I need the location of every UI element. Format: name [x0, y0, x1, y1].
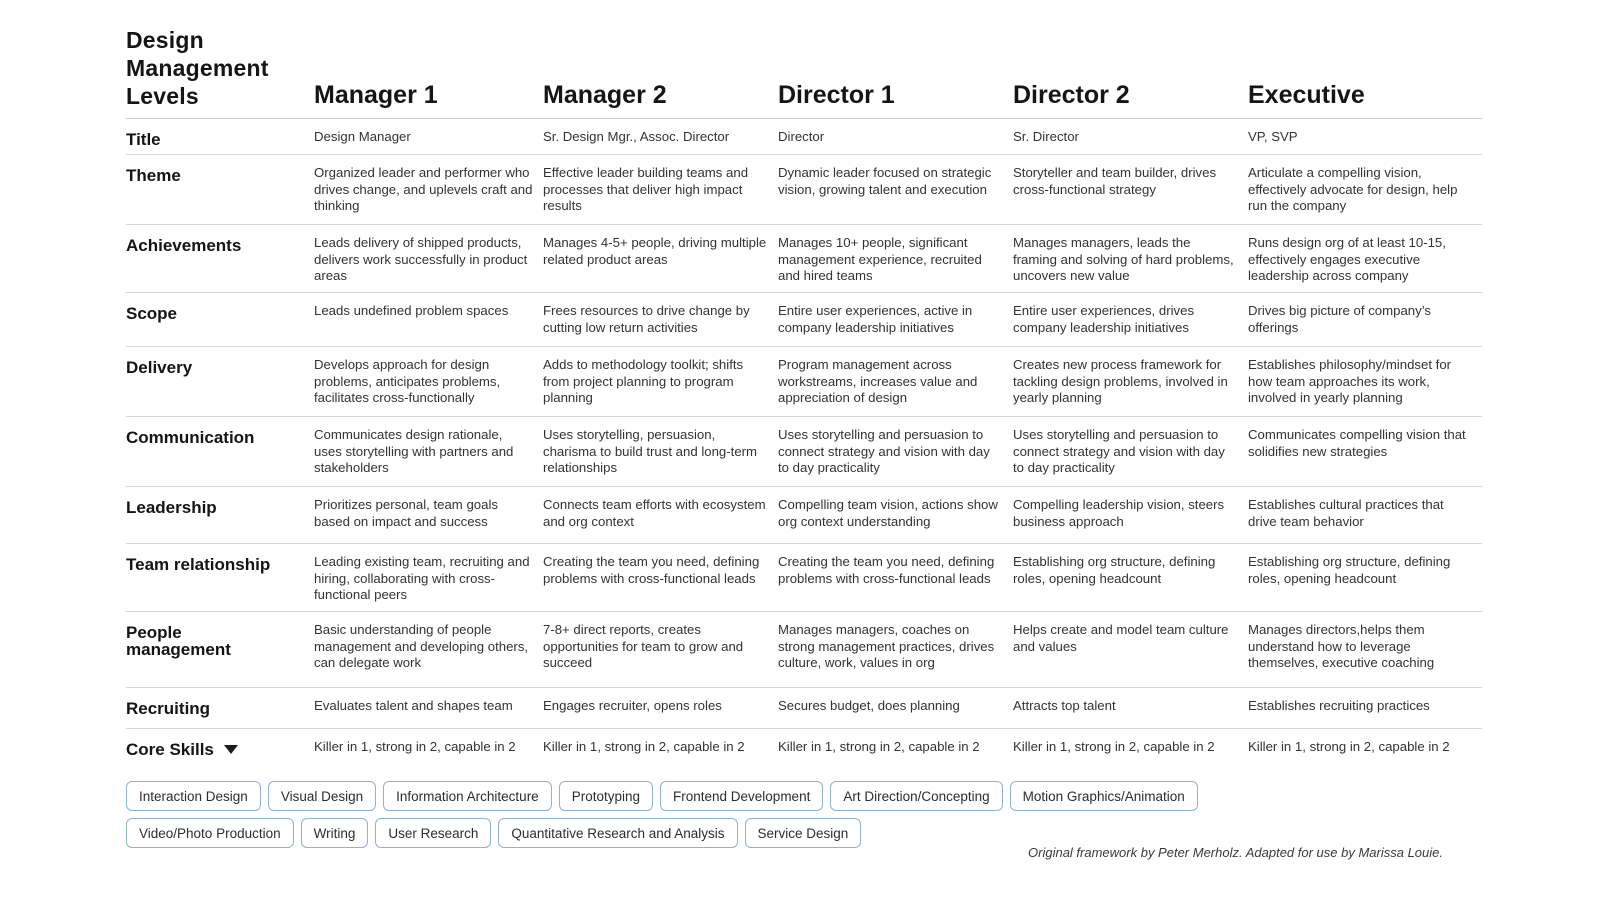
- row-scope: [126, 293, 1482, 347]
- cell: Manages managers, coaches on strong management practices, drives culture, work, values in org: [778, 622, 995, 670]
- cell: Develops approach for design problems, anticipates problems, facilitates cross-functionally: [314, 357, 501, 405]
- cell: Establishes philosophy/mindset for how team approaches its work, involved in yearly planning: [1248, 357, 1452, 405]
- caret-down-icon[interactable]: [224, 745, 238, 754]
- skill-tag[interactable]: Video/Photo Production: [126, 818, 294, 848]
- skill-tag[interactable]: Art Direction/Concepting: [830, 781, 1002, 811]
- cell: Director: [778, 129, 825, 144]
- row-delivery: [126, 347, 1482, 417]
- cell: Establishing org structure, defining roles, opening headcount: [1013, 554, 1216, 586]
- cell: Killer in 1, strong in 2, capable in 2: [1013, 739, 1215, 754]
- cell: Leading existing team, recruiting and hiring, collaborating with cross-functional peers: [314, 554, 530, 602]
- cell: Attracts top talent: [1013, 698, 1116, 713]
- cell: Frees resources to drive change by cutting low return activities: [543, 303, 750, 335]
- cell: Killer in 1, strong in 2, capable in 2: [543, 739, 745, 754]
- cell: Effective leader building teams and processes that deliver high impact results: [543, 165, 749, 213]
- row-theme: [126, 155, 1482, 225]
- column-header-director-2: Director 2: [1013, 81, 1130, 109]
- cell: Runs design org of at least 10-15, effectively engages executive leadership across company: [1248, 235, 1446, 283]
- column-header-manager-1: Manager 1: [314, 81, 438, 109]
- cell: Dynamic leader focused on strategic vision, growing talent and execution: [778, 165, 992, 197]
- cell: Creating the team you need, defining problems with cross-functional leads: [543, 554, 760, 586]
- skill-tag[interactable]: Motion Graphics/Animation: [1010, 781, 1198, 811]
- cell: Entire user experiences, active in company leadership initiatives: [778, 303, 973, 335]
- cell: Communicates compelling vision that solidifies new strategies: [1248, 427, 1466, 459]
- row-achievements: [126, 225, 1482, 293]
- cell: Articulate a compelling vision, effectively advocate for design, help run the company: [1248, 165, 1458, 213]
- row-label: Communication: [126, 428, 255, 447]
- cell: Helps create and model team culture and values: [1013, 622, 1229, 654]
- cell: Connects team efforts with ecosystem and org context: [543, 497, 766, 529]
- cell: Adds to methodology toolkit; shifts from project planning to program planning: [543, 357, 744, 405]
- cell: Leads undefined problem spaces: [314, 303, 509, 318]
- cell: Creates new process framework for tackling design problems, involved in yearly planning: [1013, 357, 1228, 405]
- cell: Establishes recruiting practices: [1248, 698, 1430, 713]
- skill-tag[interactable]: Information Architecture: [383, 781, 552, 811]
- cell: Uses storytelling and persuasion to connect strategy and vision with day to day practicality: [778, 427, 990, 475]
- skill-tag[interactable]: Interaction Design: [126, 781, 261, 811]
- skill-tags: [126, 781, 1482, 848]
- cell: Killer in 1, strong in 2, capable in 2: [314, 739, 516, 754]
- cell: Entire user experiences, drives company leadership initiatives: [1013, 303, 1195, 335]
- cell: Engages recruiter, opens roles: [543, 698, 722, 713]
- skill-tag[interactable]: Frontend Development: [660, 781, 823, 811]
- row-label: Title: [126, 130, 161, 149]
- cell: Uses storytelling and persuasion to connect strategy and vision with day to day practicality: [1013, 427, 1225, 475]
- table-header: [126, 22, 1482, 119]
- cell: Establishing org structure, defining roles, opening headcount: [1248, 554, 1451, 586]
- row-people-management: [126, 612, 1482, 688]
- row-label: Leadership: [126, 498, 217, 517]
- skill-tag-row: [126, 818, 1482, 848]
- cell: Program management across workstreams, increases value and appreciation of design: [778, 357, 978, 405]
- cell: Organized leader and performer who drives change, and uplevels craft and thinking: [314, 165, 533, 213]
- cell: Leads delivery of shipped products, delivers work successfully in product areas: [314, 235, 528, 283]
- skill-tag[interactable]: Visual Design: [268, 781, 376, 811]
- cell: Design Manager: [314, 129, 411, 144]
- skill-tag[interactable]: Prototyping: [559, 781, 653, 811]
- column-header-director-1: Director 1: [778, 81, 895, 109]
- row-title: [126, 119, 1482, 155]
- attribution-credit: Original framework by Peter Merholz. Adapted for use by Marissa Louie.: [1028, 845, 1443, 860]
- cell: Creating the team you need, defining problems with cross-functional leads: [778, 554, 995, 586]
- row-label: Recruiting: [126, 699, 211, 718]
- cell: Prioritizes personal, team goals based on impact and success: [314, 497, 498, 529]
- levels-table: [126, 22, 1482, 855]
- cell: 7-8+ direct reports, creates opportunities for team to grow and succeed: [543, 622, 744, 670]
- cell: Basic understanding of people management and developing others, can delegate work: [314, 622, 529, 670]
- skill-tag[interactable]: Writing: [301, 818, 369, 848]
- skill-tag[interactable]: User Research: [375, 818, 491, 848]
- row-label: Core Skills: [126, 740, 214, 759]
- row-core-skills: [126, 729, 1482, 767]
- row-label: Team relationship: [126, 555, 271, 574]
- cell: Compelling team vision, actions show org context understanding: [778, 497, 998, 529]
- row-team-relationship: [126, 544, 1482, 612]
- row-label: Scope: [126, 304, 178, 323]
- cell: Uses storytelling, persuasion, charisma to build trust and long-term relationships: [543, 427, 758, 475]
- cell: Killer in 1, strong in 2, capable in 2: [1248, 739, 1450, 754]
- cell: Drives big picture of company’s offerings: [1248, 303, 1431, 335]
- cell: Secures budget, does planning: [778, 698, 960, 713]
- row-leadership: [126, 487, 1482, 544]
- cell: Manages directors,helps them understand how to leverage themselves, executive coaching: [1248, 622, 1435, 670]
- row-label: Delivery: [126, 358, 193, 377]
- cell: Killer in 1, strong in 2, capable in 2: [778, 739, 980, 754]
- cell: Communicates design rationale, uses storytelling with partners and stakeholders: [314, 427, 514, 475]
- skill-tag[interactable]: Quantitative Research and Analysis: [498, 818, 737, 848]
- cell: Storyteller and team builder, drives cross-functional strategy: [1013, 165, 1217, 197]
- page-title: Design Management Levels: [126, 27, 269, 109]
- cell: Sr. Design Mgr., Assoc. Director: [543, 129, 730, 144]
- cell: Compelling leadership vision, steers business approach: [1013, 497, 1225, 529]
- cell: Evaluates talent and shapes team: [314, 698, 513, 713]
- column-header-executive: Executive: [1248, 81, 1365, 109]
- row-communication: [126, 417, 1482, 487]
- column-header-manager-2: Manager 2: [543, 81, 667, 109]
- row-label: People management: [126, 623, 231, 659]
- cell: Manages managers, leads the framing and solving of hard problems, uncovers new value: [1013, 235, 1234, 283]
- core-skills-toggle[interactable]: [126, 729, 314, 767]
- row-label: Theme: [126, 166, 181, 185]
- row-recruiting: [126, 688, 1482, 729]
- skill-tag[interactable]: Service Design: [745, 818, 862, 848]
- skill-tag-row: [126, 781, 1482, 811]
- cell: Sr. Director: [1013, 129, 1079, 144]
- cell: VP, SVP: [1248, 129, 1298, 144]
- cell: Manages 10+ people, significant management experience, recruited and hired teams: [778, 235, 982, 283]
- row-label: Achievements: [126, 236, 242, 255]
- cell: Establishes cultural practices that drive team behavior: [1248, 497, 1444, 529]
- cell: Manages 4-5+ people, driving multiple related product areas: [543, 235, 767, 267]
